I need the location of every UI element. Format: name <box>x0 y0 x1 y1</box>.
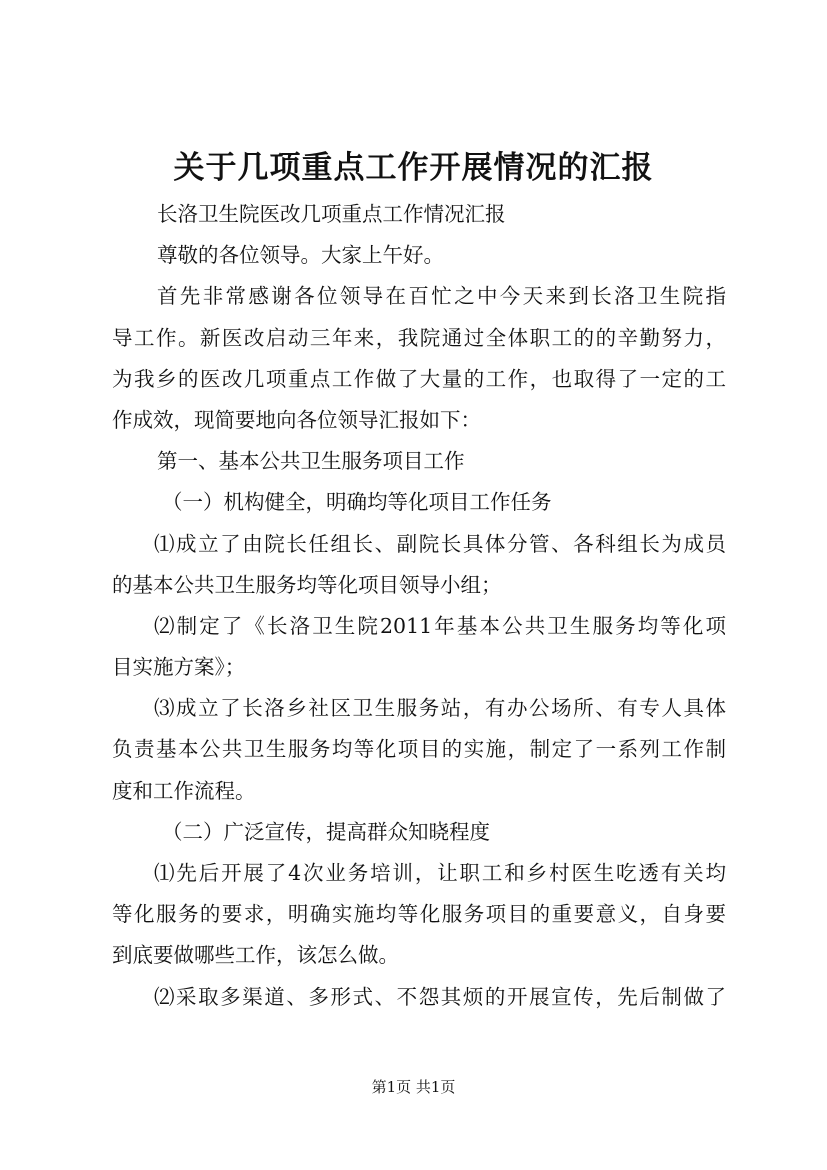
list-item: ⑵采取多渠道、多形式、不怨其烦的开展宣传，先后制做了 <box>154 984 726 1009</box>
page-footer: 第1页 共1页 <box>371 1078 456 1096</box>
list-item: ⑴先后开展了4次业务培训，让职工和乡村医生吃透有关均 <box>154 861 726 885</box>
list-item: ⑵制定了《长洛卫生院2011年基本公共卫生服务均等化项 <box>154 613 726 638</box>
subsection-heading: （一）机构健全，明确均等化项目工作任务 <box>162 490 552 515</box>
paragraph-greeting: 尊敬的各位领导。大家上午好。 <box>157 243 444 268</box>
paragraph-line: 到底要做哪些工作，该怎么做。 <box>112 943 399 968</box>
paragraph-line: 为我乡的医改几项重点工作做了大量的工作，也取得了一定的工 <box>112 366 726 391</box>
document-body <box>112 194 726 1018</box>
list-item: ⑴成立了由院长任组长、副院长具体分管、各科组长为成员 <box>154 531 726 556</box>
paragraph-line: 的基本公共卫生服务均等化项目领导小组； <box>112 572 502 597</box>
paragraph-line: 目实施方案》； <box>112 655 246 680</box>
paragraph-line: 度和工作流程。 <box>112 778 256 803</box>
paragraph-line: 作成效，现简要地向各位领导汇报如下： <box>112 407 481 432</box>
document-title: 关于几项重点工作开展情况的汇报 <box>173 150 654 186</box>
list-item: ⑶成立了长洛乡社区卫生服务站，有办公场所、有专人具体 <box>154 696 726 721</box>
paragraph-line: 等化服务的要求，明确实施均等化服务项目的重要意义，自身要 <box>112 902 726 927</box>
paragraph-line: 负责基本公共卫生服务均等化项目的实施，制定了一系列工作制 <box>112 737 726 762</box>
section-heading: 第一、基本公共卫生服务项目工作 <box>157 449 465 474</box>
paragraph-subtitle: 长洛卫生院医改几项重点工作情况汇报 <box>157 202 506 226</box>
paragraph-line: 首先非常感谢各位领导在百忙之中今天来到长洛卫生院指 <box>157 284 726 309</box>
subsection-heading: （二）广泛宣传，提高群众知晓程度 <box>162 819 490 844</box>
paragraph-line: 导工作。新医改启动三年来，我院通过全体职工的的辛勤努力， <box>112 325 726 350</box>
